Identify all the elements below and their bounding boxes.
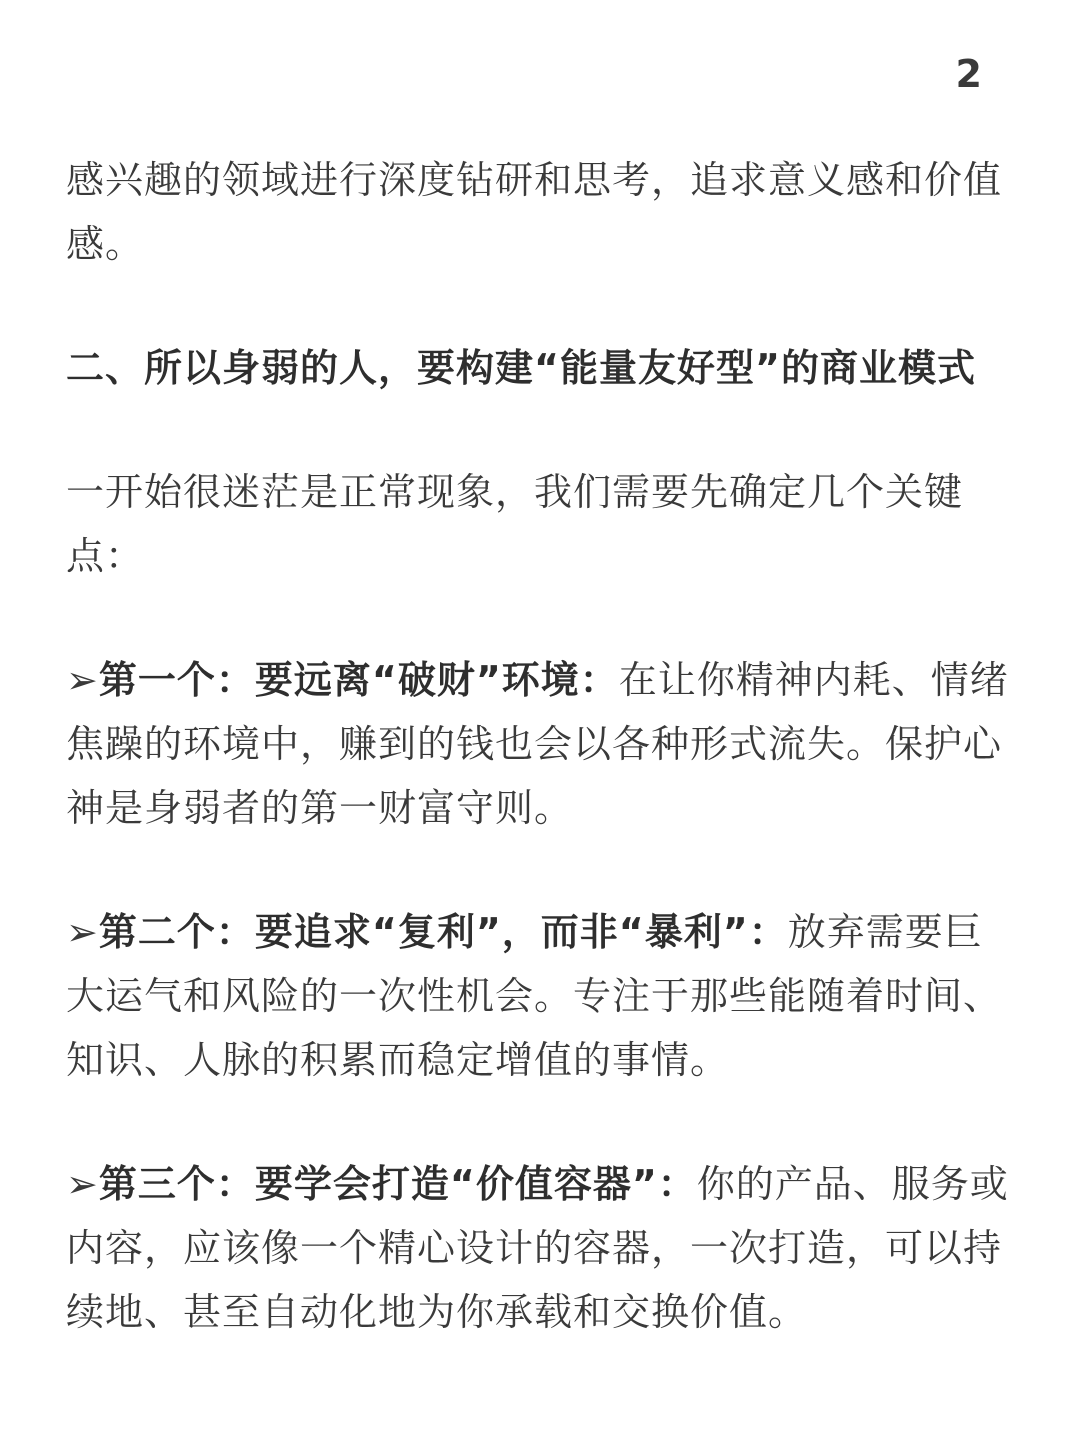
arrow-bullet-icon: ➢ [66,910,99,954]
point-2-body: 放弃需要巨大运气和风险的一次性机会。专注于那些能随着时间、知识、人脉的积累而稳定增值的事情。 [66,910,1003,1082]
point-3 [66,1152,1016,1344]
section-heading: 二、所以身弱的人，要构建“能量友好型”的商业模式 [66,346,976,390]
point-1 [66,648,1016,840]
point-2 [66,900,1016,1092]
arrow-bullet-icon: ➢ [66,658,99,702]
lead-paragraph: 一开始很迷茫是正常现象，我们需要先确定几个关键点： [66,470,964,578]
point-2-title: 第二个：要追求“复利”，而非“暴利”： [98,910,788,954]
point-3-title: 第三个：要学会打造“价值容器”： [98,1162,697,1206]
article-body [66,148,1016,1344]
intro-paragraph: 感兴趣的领域进行深度钻研和思考，追求意义感和价值感。 [66,158,1003,266]
point-1-body: 在让你精神内耗、情绪焦躁的环境中，赚到的钱也会以各种形式流失。保护心神是身弱者的第一财富守则。 [66,658,1009,830]
page-number: 2 [955,52,982,96]
arrow-bullet-icon: ➢ [66,1162,99,1206]
point-3-body: 你的产品、服务或内容，应该像一个精心设计的容器，一次打造，可以持续地、甚至自动化地为你承载和交换价值。 [66,1162,1009,1334]
point-1-title: 第一个：要远离“破财”环境： [98,658,619,702]
